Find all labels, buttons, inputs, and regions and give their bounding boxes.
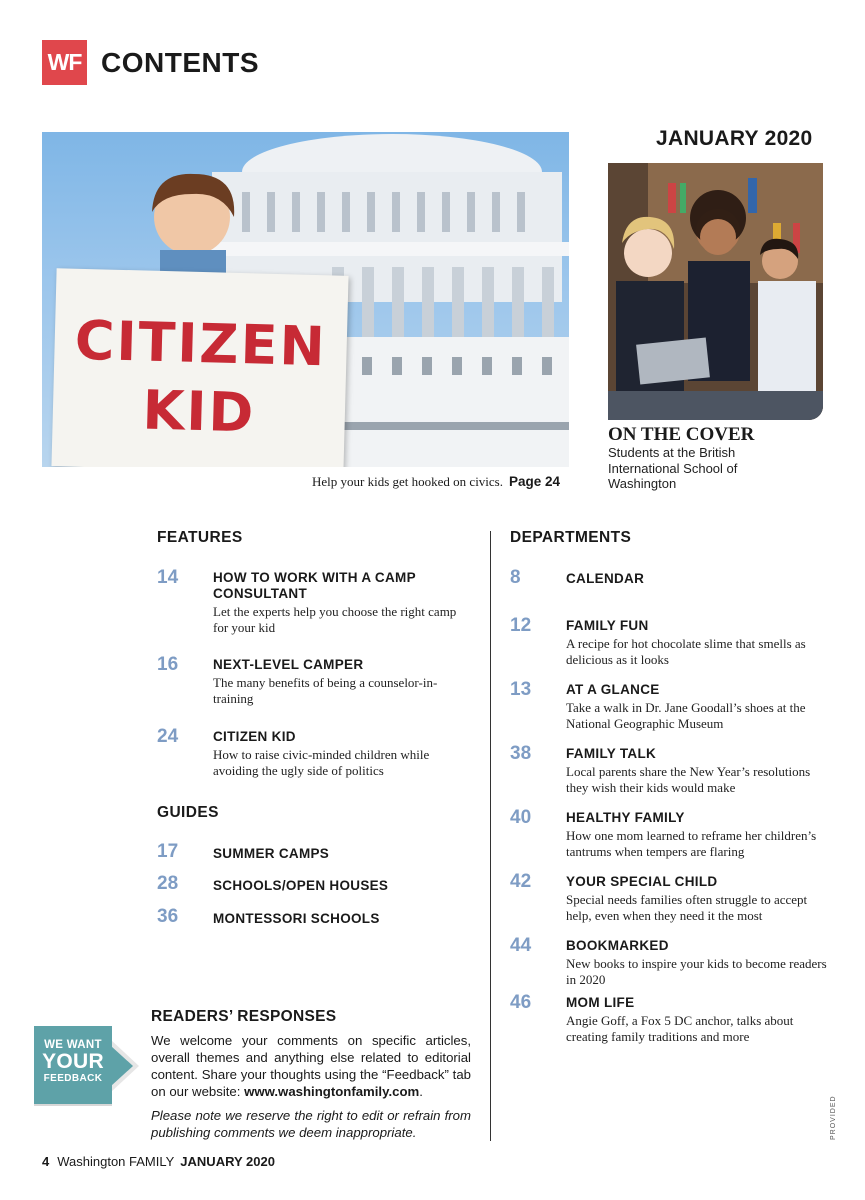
readers-body-text: We welcome your comments on specific articles, overall themes and anything else related to editorial content. Share your thoughts using the “Feedback” tab on our website:: [151, 1033, 471, 1099]
on-the-cover-heading: ON THE COVER: [608, 424, 755, 445]
feature-title: HOW TO WORK WITH A CAMP CONSULTANT: [213, 570, 416, 601]
department-page-number: 8: [510, 567, 521, 588]
cover-photo: [608, 163, 823, 420]
feature-title: NEXT-LEVEL CAMPER: [213, 657, 364, 672]
footer-date: JANUARY 2020: [180, 1154, 275, 1169]
feature-page-number: 24: [157, 726, 179, 747]
department-title: FAMILY FUN: [566, 618, 649, 633]
guide-item[interactable]: [157, 841, 477, 865]
department-title: CALENDAR: [566, 571, 645, 586]
citizen-kid-photo: [42, 132, 569, 467]
photo-credit: PROVIDED: [830, 1095, 837, 1140]
department-item[interactable]: [510, 615, 830, 667]
feature-description: How to raise civic-minded children while avoiding the ugly side of politics: [213, 747, 430, 778]
guide-title: MONTESSORI SCHOOLS: [213, 911, 380, 926]
feedback-badge-line-3: FEEDBACK: [43, 1073, 103, 1084]
guide-item[interactable]: [157, 906, 477, 930]
department-page-number: 13: [510, 679, 532, 700]
features-heading: FEATURES: [157, 529, 243, 546]
department-title: MOM LIFE: [566, 995, 635, 1010]
page-title: CONTENTS: [101, 47, 259, 78]
on-the-cover-description: Students at the British International School of Washington: [608, 445, 738, 491]
department-title: AT A GLANCE: [566, 682, 660, 697]
guide-item[interactable]: [157, 873, 477, 897]
magazine-logo: WF: [42, 40, 87, 85]
department-description: A recipe for hot chocolate slime that smells as delicious as it looks: [566, 636, 806, 667]
page-footer: [42, 1154, 275, 1169]
department-item[interactable]: [510, 679, 830, 731]
department-page-number: 42: [510, 871, 532, 892]
department-item[interactable]: [510, 871, 830, 923]
department-page-number: 46: [510, 992, 532, 1013]
feedback-badge-line-2: YOUR: [42, 1050, 104, 1073]
department-description: Take a walk in Dr. Jane Goodall’s shoes at the National Geographic Museum: [566, 700, 806, 731]
feedback-badge[interactable]: [34, 1026, 112, 1104]
readers-responses-body: [151, 1032, 471, 1100]
department-title: YOUR SPECIAL CHILD: [566, 874, 718, 889]
issue-date: JANUARY 2020: [656, 127, 813, 150]
guide-page-number: 28: [157, 873, 179, 894]
hero-caption-text: Help your kids get hooked on civics.: [312, 474, 503, 489]
departments-heading: DEPARTMENTS: [510, 529, 632, 546]
citizen-kid-sign: [51, 268, 348, 467]
sign-text-line-2: KID: [141, 378, 257, 445]
feature-page-number: 16: [157, 654, 179, 675]
students-illustration: [608, 163, 823, 420]
department-description: Local parents share the New Year’s resolutions they wish their kids would make: [566, 764, 811, 795]
guide-page-number: 36: [157, 906, 179, 927]
feature-item[interactable]: [157, 654, 477, 709]
hero-caption: [312, 474, 560, 490]
department-description: Angie Goff, a Fox 5 DC anchor, talks about creating family traditions and more: [566, 1013, 794, 1044]
feature-title: CITIZEN KID: [213, 729, 296, 744]
department-item[interactable]: [510, 807, 830, 859]
department-page-number: 40: [510, 807, 532, 828]
footer-page-number: 4: [42, 1154, 50, 1169]
guides-heading: GUIDES: [157, 804, 219, 821]
readers-responses-heading: READERS’ RESPONSES: [151, 1008, 337, 1025]
department-title: HEALTHY FAMILY: [566, 810, 685, 825]
department-item[interactable]: [510, 992, 830, 1044]
column-divider: [490, 531, 491, 1141]
department-title: BOOKMARKED: [566, 938, 669, 953]
hero-caption-page[interactable]: Page 24: [509, 474, 561, 489]
department-title: FAMILY TALK: [566, 746, 657, 761]
feedback-arrow-icon: [111, 1046, 133, 1086]
department-item[interactable]: [510, 743, 830, 795]
sign-text-line-1: CITIZEN: [73, 308, 328, 379]
department-page-number: 38: [510, 743, 532, 764]
department-description: How one mom learned to reframe her children’s tantrums when tempers are flaring: [566, 828, 817, 859]
guide-title: SCHOOLS/OPEN HOUSES: [213, 878, 389, 893]
website-link[interactable]: www.washingtonfamily.com: [244, 1084, 420, 1099]
readers-responses-note: Please note we reserve the right to edit or refrain from publishing comments we deem inappropriate.: [151, 1108, 471, 1140]
department-description: New books to inspire your kids to become readers in 2020: [566, 956, 827, 987]
feature-description: The many benefits of being a counselor-in-training: [213, 675, 438, 706]
feedback-badge-line-1: WE WANT: [44, 1039, 102, 1051]
department-item[interactable]: [510, 935, 830, 987]
guide-title: SUMMER CAMPS: [213, 846, 330, 861]
department-page-number: 44: [510, 935, 532, 956]
feature-page-number: 14: [157, 567, 179, 588]
feature-description: Let the experts help you choose the right camp for your kid: [213, 604, 457, 635]
department-page-number: 12: [510, 615, 532, 636]
feature-item[interactable]: [157, 726, 477, 781]
footer-magazine-name: Washington FAMILY: [57, 1154, 175, 1169]
guide-page-number: 17: [157, 841, 179, 862]
department-description: Special needs families often struggle to accept help, even when they need it the most: [566, 892, 808, 923]
readers-body-end: .: [419, 1084, 423, 1099]
feature-item[interactable]: [157, 567, 477, 637]
department-item[interactable]: [510, 567, 830, 591]
